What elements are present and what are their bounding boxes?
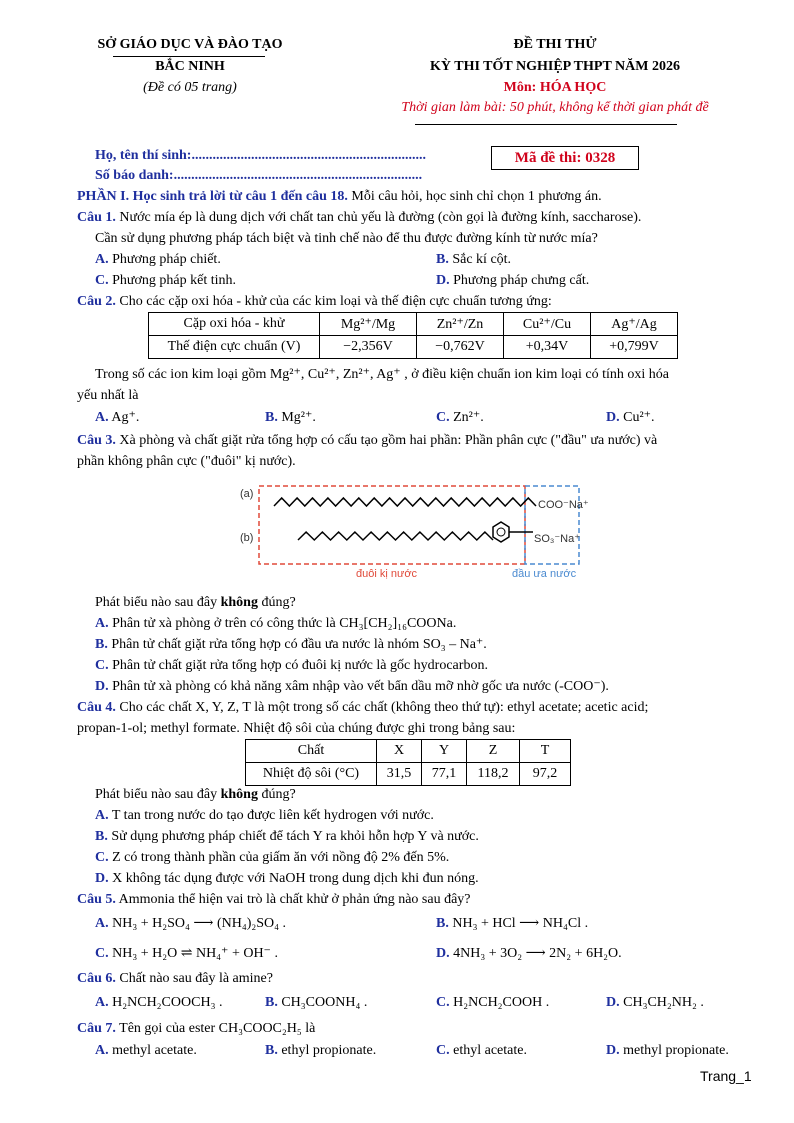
- option-letter: D.: [606, 410, 620, 425]
- option-text: ethyl propionate.: [281, 1043, 377, 1058]
- option-text: H₂NCH₂COOCH₃ .: [112, 995, 223, 1010]
- header-province: BẮC NINH: [155, 59, 225, 74]
- q7-option-a[interactable]: [95, 1040, 197, 1061]
- q3-text: Xà phòng và chất giặt rửa tổng hợp có cấu tạo gồm hai phần: Phần phân cực ("đầu" ưa nước) và: [115, 433, 658, 448]
- q5-option-a[interactable]: [95, 913, 286, 934]
- option-text: Phân tử xà phòng có khả năng xâm nhập vào vết bẩn dầu mỡ nhờ gốc ưa nước (-COO⁻).: [112, 679, 609, 694]
- head-group-a: COO⁻Na⁺: [538, 499, 589, 511]
- option-letter: C.: [95, 658, 109, 673]
- part1-heading: [77, 186, 602, 207]
- q3-question-bold: không: [220, 595, 258, 610]
- option-text: Zn²⁺.: [453, 410, 484, 425]
- tail-caption: đuôi kị nước: [356, 568, 418, 580]
- option-text: NH₃ + H₂O ⇌ NH₄⁺ + OH⁻ .: [112, 946, 278, 961]
- option-letter: C.: [95, 946, 109, 961]
- student-name-field[interactable]: Họ, tên thí sinh:...................................................................: [95, 148, 426, 163]
- option-text: Sử dụng phương pháp chiết để tách Y ra khỏi hỗn hợp Y và nước.: [111, 829, 479, 844]
- option-letter: D.: [95, 871, 109, 886]
- option-letter: D.: [436, 273, 450, 288]
- q2-option-a[interactable]: [95, 407, 139, 428]
- header-rule: [415, 124, 677, 125]
- table-cell: T: [520, 740, 571, 763]
- q4-question-post: đúng?: [257, 787, 296, 802]
- q3-stem: [77, 430, 657, 451]
- q5-label: Câu 5.: [77, 892, 116, 907]
- q2-label: Câu 2.: [77, 294, 116, 309]
- q2-text: Cho các cặp oxi hóa - khử của các kim loại và thế điện cực chuẩn tương ứng:: [115, 294, 552, 309]
- option-letter: A.: [95, 808, 109, 823]
- q7-option-d[interactable]: [606, 1040, 729, 1061]
- table-cell: 97,2: [520, 763, 571, 786]
- option-letter: A.: [95, 252, 109, 267]
- q1-text2: Cần sử dụng phương pháp tách biệt và tinh chế nào để thu được đường kính từ nước mía?: [95, 231, 598, 246]
- page-number: Trang_1: [700, 1068, 752, 1084]
- q7-option-c[interactable]: [436, 1040, 527, 1061]
- q6-label: Câu 6.: [77, 971, 116, 986]
- q6-stem: [77, 968, 273, 989]
- q6-option-d[interactable]: [606, 992, 704, 1013]
- table-cell: Ag⁺/Ag: [591, 313, 678, 336]
- table-cell: −2,356V: [320, 336, 417, 359]
- option-text: NH₃ + H₂SO₄ ⟶ (NH₄)₂SO₄ .: [112, 916, 287, 931]
- option-letter: B.: [436, 252, 449, 267]
- option-letter: C.: [436, 410, 450, 425]
- option-text: Phân tử chất giặt rửa tổng hợp có đuôi kị nước là gốc hydrocarbon.: [112, 658, 488, 673]
- q5-option-c[interactable]: [95, 943, 278, 964]
- option-letter: C.: [436, 1043, 450, 1058]
- option-text: Phương pháp chưng cất.: [453, 273, 590, 288]
- q2-option-d[interactable]: [606, 407, 655, 428]
- q4-text2: propan-1-ol; methyl formate. Nhiệt độ sôi của chúng được ghi trong bảng sau:: [77, 721, 516, 736]
- q6-option-b[interactable]: [265, 992, 367, 1013]
- table-row: [149, 336, 678, 359]
- boiling-point-table: [245, 739, 571, 786]
- option-text: NH₃ + HCl ⟶ NH₄Cl .: [452, 916, 589, 931]
- q3-label: Câu 3.: [77, 433, 116, 448]
- table-cell: Y: [422, 740, 467, 763]
- q4-option-a[interactable]: [95, 805, 434, 826]
- table-cell: +0,34V: [504, 336, 591, 359]
- option-text: ethyl acetate.: [453, 1043, 527, 1058]
- subject: Môn: HÓA HỌC: [503, 80, 607, 95]
- table-row: [246, 740, 571, 763]
- q4-text: Cho các chất X, Y, Z, T là một trong số các chất (không theo thứ tự): ethyl acetate; acetic acid;: [115, 700, 649, 715]
- figure-label-b: (b): [240, 532, 254, 544]
- surfactant-figure: [236, 480, 589, 585]
- table-cell: +0,799V: [591, 336, 678, 359]
- option-text: CH₃CH₂NH₂ .: [623, 995, 704, 1010]
- exam-type: ĐỀ THI THỬ: [513, 37, 597, 52]
- q4-option-b[interactable]: [95, 826, 479, 847]
- table-cell: X: [377, 740, 422, 763]
- q1-option-d[interactable]: [436, 270, 589, 291]
- option-text: CH₃COONH₄ .: [281, 995, 368, 1010]
- option-text: H₂NCH₂COOH .: [453, 995, 550, 1010]
- table-cell: Nhiệt độ sôi (°C): [246, 763, 377, 786]
- q2-option-c[interactable]: [436, 407, 484, 428]
- tail-box: [259, 486, 525, 564]
- table-cell: Zn²⁺/Zn: [417, 313, 504, 336]
- q2-text2: Trong số các ion kim loại gồm Mg²⁺, Cu²⁺, Zn²⁺, Ag⁺ , ở điều kiện chuẩn ion kim loại có tính oxi hóa: [95, 367, 669, 382]
- option-letter: B.: [265, 995, 278, 1010]
- option-letter: A.: [95, 1043, 109, 1058]
- option-text: Phân tử chất giặt rửa tổng hợp có đầu ưa nước là nhóm SO₃ – Na⁺.: [111, 637, 487, 652]
- header-department: SỞ GIÁO DỤC VÀ ĐÀO TẠO: [97, 37, 283, 52]
- option-text: Phân tử xà phòng ở trên có công thức là CH₃[CH₂]₁₆COONa.: [112, 616, 457, 631]
- exam-code-box: Mã đề thi: 0328: [491, 146, 639, 170]
- table-cell: Chất: [246, 740, 377, 763]
- q3-question-pre: Phát biểu nào sau đây: [95, 595, 221, 610]
- table-cell: 77,1: [422, 763, 467, 786]
- option-letter: C.: [436, 995, 450, 1010]
- q7-stem: [77, 1018, 315, 1039]
- head-group-b: SO₃⁻Na⁺: [534, 533, 581, 545]
- table-cell: Cu²⁺/Cu: [504, 313, 591, 336]
- option-letter: B.: [265, 410, 278, 425]
- q1-option-c[interactable]: [95, 270, 236, 291]
- option-text: Sắc kí cột.: [452, 252, 512, 267]
- q3-option-a[interactable]: [95, 613, 456, 634]
- option-letter: A.: [95, 616, 109, 631]
- q3-question: [95, 592, 296, 613]
- exam-name: KỲ THI TỐT NGHIỆP THPT NĂM 2026: [430, 59, 680, 74]
- q4-stem: [77, 697, 648, 718]
- option-text: Ag⁺.: [111, 410, 140, 425]
- option-text: 4NH₃ + 3O₂ ⟶ 2N₂ + 6H₂O.: [453, 946, 622, 961]
- table-row: [149, 313, 678, 336]
- option-text: Mg²⁺.: [281, 410, 316, 425]
- option-letter: C.: [95, 273, 109, 288]
- table-cell: Z: [467, 740, 520, 763]
- q4-question: [95, 784, 296, 805]
- option-text: methyl acetate.: [112, 1043, 197, 1058]
- student-id-field[interactable]: Số báo danh:.......................................................................: [95, 168, 423, 183]
- option-text: Z có trong thành phần của giấm ăn với nồng độ 2% đến 5%.: [112, 850, 450, 865]
- part1-note: Mỗi câu hỏi, học sinh chỉ chọn 1 phương án.: [347, 189, 602, 204]
- header-pages: (Đề có 05 trang): [143, 80, 237, 95]
- q6-option-a[interactable]: [95, 992, 222, 1013]
- q4-option-d[interactable]: [95, 868, 479, 889]
- option-letter: A.: [95, 410, 109, 425]
- header-underline: [113, 56, 265, 57]
- q7-label: Câu 7.: [77, 1021, 116, 1036]
- option-letter: B.: [95, 829, 108, 844]
- q3-question-post: đúng?: [257, 595, 296, 610]
- table-cell: −0,762V: [417, 336, 504, 359]
- q6-option-c[interactable]: [436, 992, 549, 1013]
- q2-text3: yếu nhất là: [77, 388, 139, 403]
- part1-title: PHẦN I. Học sinh trả lời từ câu 1 đến câu 18.: [77, 189, 348, 204]
- option-text: T tan trong nước do tạo được liên kết hydrogen với nước.: [111, 808, 434, 823]
- chain-a-icon: [274, 498, 536, 506]
- q2-option-b[interactable]: [265, 407, 316, 428]
- q3-option-c[interactable]: [95, 655, 488, 676]
- q7-option-b[interactable]: [265, 1040, 376, 1061]
- option-text: Phương pháp kết tinh.: [112, 273, 236, 288]
- option-letter: D.: [606, 1043, 620, 1058]
- table-row: [246, 763, 571, 786]
- q1-text: Nước mía ép là dung dịch với chất tan chủ yếu là đường (còn gọi là đường kính, saccharose).: [115, 210, 642, 225]
- q6-text: Chất nào sau đây là amine?: [115, 971, 273, 986]
- q3-text2: phần không phân cực ("đuôi" kị nước).: [77, 454, 296, 469]
- q1-stem: [77, 207, 641, 228]
- option-text: Phương pháp chiết.: [112, 252, 221, 267]
- q5-text: Ammonia thể hiện vai trò là chất khử ở phản ứng nào sau đây?: [115, 892, 471, 907]
- option-letter: D.: [606, 995, 620, 1010]
- table-cell: Mg²⁺/Mg: [320, 313, 417, 336]
- q1-option-a[interactable]: [95, 249, 221, 270]
- q5-stem: [77, 889, 471, 910]
- benzene-circle-icon: [497, 528, 505, 536]
- option-letter: C.: [95, 850, 109, 865]
- table-cell: Thế điện cực chuẩn (V): [149, 336, 320, 359]
- figure-label-a: (a): [240, 488, 254, 500]
- option-letter: B.: [436, 916, 449, 931]
- electrode-potential-table: [148, 312, 678, 359]
- q4-question-bold: không: [220, 787, 258, 802]
- q5-option-d[interactable]: [436, 943, 622, 964]
- option-letter: D.: [436, 946, 450, 961]
- benzene-ring-icon: [493, 522, 509, 542]
- q1-label: Câu 1.: [77, 210, 116, 225]
- q7-text: Tên gọi của ester CH₃COOC₂H₅ là: [115, 1021, 316, 1036]
- chain-b-icon: [298, 532, 493, 540]
- option-text: Cu²⁺.: [623, 410, 655, 425]
- option-text: X không tác dụng được với NaOH trong dung dịch khi đun nóng.: [112, 871, 479, 886]
- q2-stem: [77, 291, 552, 312]
- q4-question-pre: Phát biểu nào sau đây: [95, 787, 221, 802]
- table-cell: 31,5: [377, 763, 422, 786]
- time-note: Thời gian làm bài: 50 phút, không kể thời gian phát đề: [401, 100, 709, 115]
- option-letter: B.: [265, 1043, 278, 1058]
- option-letter: B.: [95, 637, 108, 652]
- q4-option-c[interactable]: [95, 847, 449, 868]
- q3-option-b[interactable]: [95, 634, 487, 655]
- option-letter: A.: [95, 916, 109, 931]
- q1-option-b[interactable]: [436, 249, 511, 270]
- q5-option-b[interactable]: [436, 913, 588, 934]
- option-letter: A.: [95, 995, 109, 1010]
- option-text: methyl propionate.: [623, 1043, 729, 1058]
- table-cell: 118,2: [467, 763, 520, 786]
- q4-label: Câu 4.: [77, 700, 116, 715]
- head-caption: đầu ưa nước: [512, 568, 577, 580]
- table-cell: Cặp oxi hóa - khử: [149, 313, 320, 336]
- q3-option-d[interactable]: [95, 676, 609, 697]
- option-letter: D.: [95, 679, 109, 694]
